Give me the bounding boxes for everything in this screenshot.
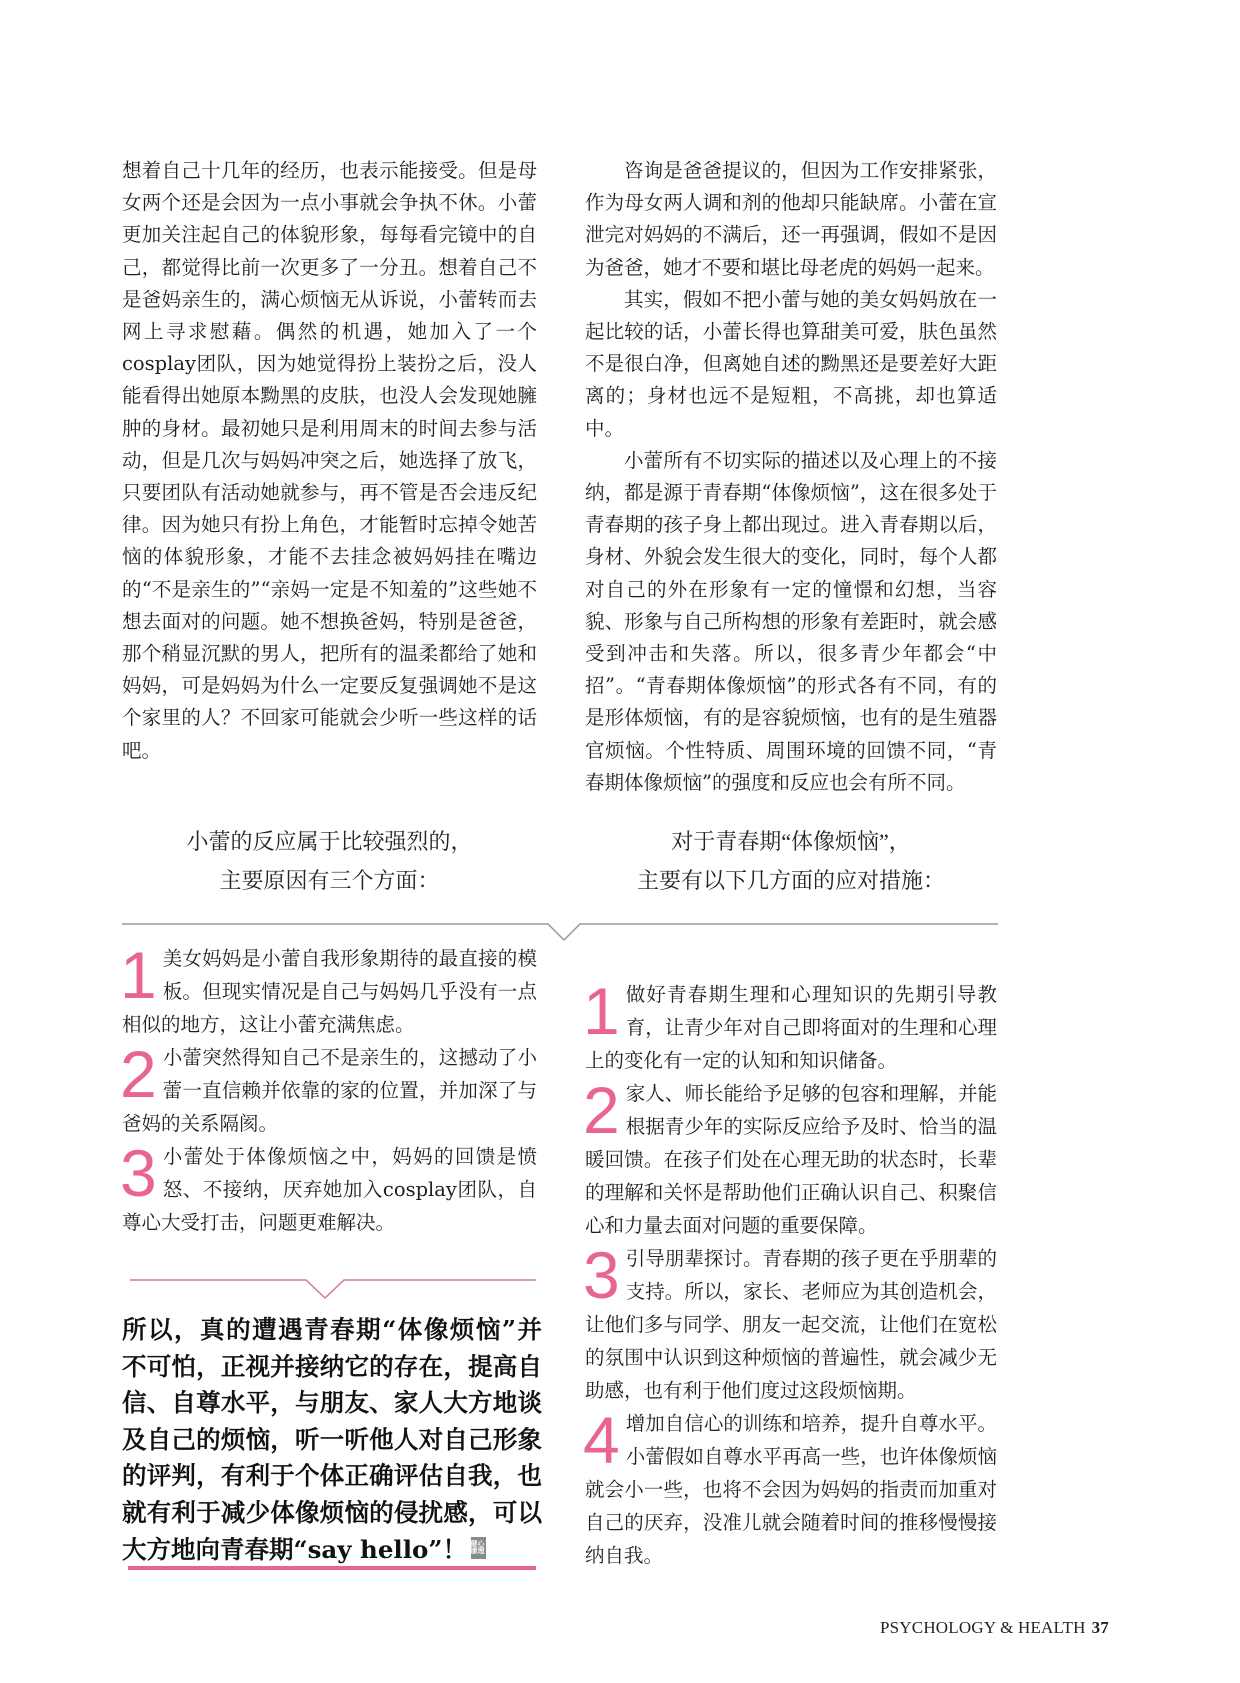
list-item: [120, 1136, 537, 1239]
item-text: 美女妈妈是小蕾自我形象期待的最直接的模板。但现实情况是自己与妈妈几乎没有一点相似的地方，这让小蕾充满焦虑。: [122, 947, 537, 1036]
heading-line: 对于青春期“体像烦恼”，: [671, 829, 911, 854]
stamp-text: 健康: [469, 1540, 479, 1555]
section-heading-measures: [585, 822, 997, 900]
measures-list: [583, 974, 997, 1572]
item-number: 3: [583, 1238, 620, 1312]
divider-line: [122, 924, 998, 940]
magazine-name: PSYCHOLOGY & HEALTH: [880, 1618, 1086, 1637]
item-text: 家人、师长能给予足够的包容和理解，并能根据青少年的实际反应给予及时、恰当的温暖回馈。在孩子们处在心理无助的状态时，长辈的理解和关怀是帮助他们正确认识自己、积聚信心和力量去面对问题的重要保障。: [585, 1082, 997, 1237]
list-item: [120, 1037, 537, 1140]
heading-line: 小蕾的反应属于比较强烈的，: [186, 829, 473, 854]
list-item: [120, 938, 537, 1041]
page-footer: [880, 1618, 1150, 1638]
summary-text: 所以，真的遭遇青春期“体像烦恼”并不可怕，正视并接纳它的存在，提高自信、自尊水平，与朋友、家人大方地谈及自己的烦恼，听一听他人对自己形象的评判，有利于个体正确评估自我，也就有利于减少体像烦恼的侵扰感，可以大方地向青春期“say hello”！: [122, 1315, 542, 1564]
paragraph: 想着自己十几年的经历，也表示能接受。但是母女两个还是会因为一点小事就会争执不休。小蕾更加关注起自己的体貌形象，每每看完镜中的自己，都觉得比前一次更多了一分丑。想着自己不是爸妈亲生的，满心烦恼无从诉说，小蕾转而去网上寻求慰藉。偶然的机遇，她加入了一个cosplay团队，因为她觉得扮上装扮之后，没人能看得出她原本黝黑的皮肤，也没人会发现她臃肿的身材。最初她只是利用周末的时间去参与活动，但是几次与妈妈冲突之后，她选择了放飞，只要团队有活动她就参与，再不管是否会违反纪律。因为她只有扮上角色，才能暂时忘掉令她苦恼的体貌形象，才能不去挂念被妈妈挂在嘴边的“不是亲生的”“亲妈一定是不知羞的”这些她不想去面对的问题。她不想换爸妈，特别是爸爸，那个稍显沉默的男人，把所有的温柔都给了她和妈妈，可是妈妈为什么一定要反复强调她不是这个家里的人？不回家可能就会少听一些这样的话吧。: [122, 159, 537, 762]
item-number: 1: [583, 974, 620, 1048]
item-number: 3: [120, 1136, 157, 1210]
magazine-stamp-icon: [471, 1537, 486, 1559]
summary-underline: [128, 1566, 536, 1570]
item-number: 4: [583, 1403, 620, 1477]
item-text: 增加自信心的训练和培养，提升自尊水平。小蕾假如自尊水平再高一些，也许体像烦恼就会小一些，也将不会因为妈妈的指责而加重对自己的厌弃，没准儿就会随着时间的推移慢慢接纳自我。: [585, 1412, 997, 1567]
paragraph: 咨询是爸爸提议的，但因为工作安排紧张，作为母女两人调和剂的他却只能缺席。小蕾在宣泄完对妈妈的不满后，还一再强调，假如不是因为爸爸，她才不要和堪比母老虎的妈妈一起来。: [585, 159, 997, 279]
paragraph: 其实，假如不把小蕾与她的美女妈妈放在一起比较的话，小蕾长得也算甜美可爱，肤色虽然不是很白净，但离她自述的黝黑还是要差好大距离的；身材也远不是短粗，不高挑，却也算适中。: [585, 287, 997, 440]
heading-line: 主要有以下几方面的应对措施：: [636, 868, 945, 893]
divider-line: [130, 1280, 536, 1298]
body-column-right: [585, 155, 997, 799]
item-text: 引导朋辈探讨。青春期的孩子更在乎朋辈的支持。所以，家长、老师应为其创造机会，让他们多与同学、朋友一起交流，让他们在宽松的氛围中认识到这种烦恼的普遍性，就会减少无助感，也有利于他们度过这段烦恼期。: [585, 1247, 997, 1402]
list-item: [583, 974, 997, 1077]
item-number: 1: [120, 938, 157, 1012]
item-number: 2: [583, 1073, 620, 1147]
paragraph: 小蕾所有不切实际的描述以及心理上的不接纳，都是源于青春期“体像烦恼”，这在很多处于青春期的孩子身上都出现过。进入青春期以后，身材、外貌会发生很大的变化，同时，每个人都对自己的外在形象有一定的憧憬和幻想，当容貌、形象与自己所构想的形象有差距时，就会感受到冲击和失落。所以，很多青少年都会“中招”。“青春期体像烦恼”的形式各有不同，有的是形体烦恼，有的是容貌烦恼，也有的是生殖器官烦恼。个性特质、周围环境的回馈不同，“青春期体像烦恼”的强度和反应也会有所不同。: [585, 448, 997, 794]
item-text: 小蕾处于体像烦恼之中，妈妈的回馈是愤怒、不接纳，厌弃她加入cosplay团队，自尊心大受打击，问题更难解决。: [122, 1145, 537, 1234]
summary-divider: [130, 1270, 536, 1300]
list-item: [583, 1073, 997, 1242]
stamp-text: 心理: [476, 1540, 486, 1555]
summary-callout: [122, 1312, 542, 1568]
body-column-left: [122, 155, 537, 767]
page-number: 37: [1091, 1618, 1110, 1637]
section-heading-causes: [122, 822, 537, 900]
list-item: [583, 1238, 997, 1407]
causes-list: [120, 938, 537, 1239]
item-text: 做好青春期生理和心理知识的先期引导教育，让青少年对自己即将面对的生理和心理上的变化有一定的认知和知识储备。: [585, 983, 997, 1072]
item-number: 2: [120, 1037, 157, 1111]
item-text: 小蕾突然得知自己不是亲生的，这撼动了小蕾一直信赖并依靠的家的位置，并加深了与爸妈的关系隔阂。: [122, 1046, 537, 1135]
heading-line: 主要原因有三个方面：: [219, 868, 440, 893]
list-item: [583, 1403, 997, 1572]
